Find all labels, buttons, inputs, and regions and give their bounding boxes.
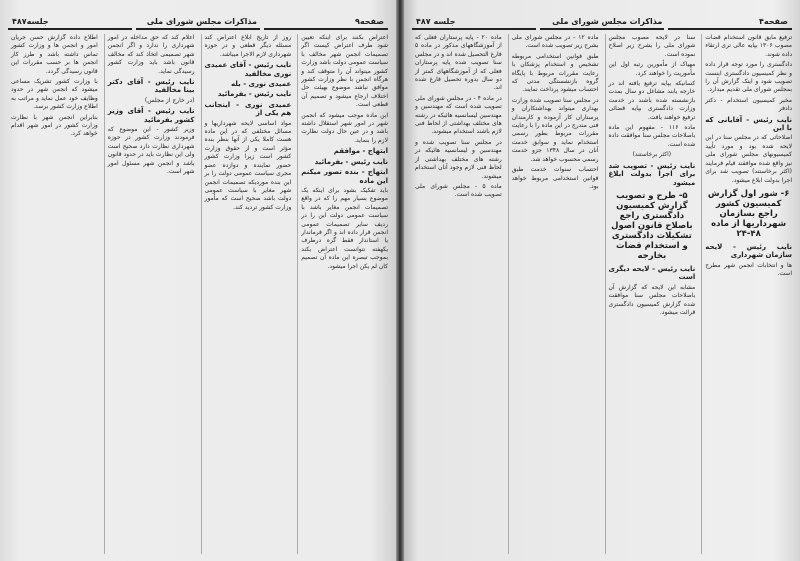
- text-column: [8, 34, 98, 554]
- paragraph: وزیر کشور - این موضوع که فرمودند وزارت کشور در حوزه شهرداری نظارت دارد صحیح است ولی این نظارت باید در حدود قانون باشد و انجمن شهر مسئول امور شهر است.: [107, 126, 195, 176]
- text-column: [104, 34, 195, 554]
- paragraph: احتساب سنوات خدمت طبق قوانین استخدامی مربوط خواهد بود.: [511, 166, 599, 190]
- page-gutter: [396, 0, 404, 561]
- paragraph: (در خارج از مجلس): [144, 96, 195, 104]
- speaker-line: نایب رئیس - آقای دکتر بینا مخالفید: [107, 78, 195, 95]
- paragraph: کسانیکه بپایه ترفیع یافته اند در خارجه یابند مشاغل دو سال بمدت بازنشسته شده باشند در خدمت وزارت دادگستری بپایه قضائی ترفیع خواهند یافت.: [608, 80, 696, 121]
- speaker-line: عمیدی نوری - اینجانب هم یکی از: [204, 100, 292, 118]
- page-header: [8, 6, 388, 26]
- paragraph: روز از تاریخ ابلاغ اعتراض کند مسئله دیگر قطعی و در حوزه شهرداری لازم الاجرا میباشد.: [204, 34, 292, 58]
- header-rule: [412, 28, 792, 30]
- paragraph: ها و انتخابات انجمن شهر مطرح است.: [705, 261, 792, 278]
- page-number: صفحه۹: [355, 17, 384, 26]
- speaker-line: نایب رئیس - تصویب شد برای اجرا بدولت ابلاغ میشود: [608, 161, 696, 187]
- text-column: [605, 34, 696, 554]
- speaker-line: عمیدی نوری - بله: [231, 80, 292, 89]
- text-column: [201, 34, 292, 554]
- page-header: [412, 6, 792, 26]
- paragraph: اصلاحاتی که در مجلس سنا در این لایحه شده بود و مورد تأیید کمیسیونهای مجلس شورای ملی نیز واقع شده موافقند قیام فرمایند (اکثر برخاستند) تصویب شد برای اجرا بدولت ابلاغ میشود.: [705, 134, 792, 184]
- paragraph: مخبر کمیسیون استخدام - دکتر دادفر: [705, 96, 792, 113]
- paragraph: اطلاع داده گزارش حسن جریان امور و انجمن ها و وزارت کشور تماس داشته باشد و طرز کار انجمن ها بر حسب مقررات این قانون رسیدگی گردد.: [11, 34, 98, 75]
- speaker-line: نایب رئیس - آقای عمیدی نوری مخالفید: [204, 61, 292, 78]
- speaker-line: نایب رئیس - لایحه دیگری است: [608, 264, 696, 282]
- paragraph: مهیاک از مأمورین رتبه اول این مأموریت را خواهند کرد.: [608, 61, 696, 77]
- paragraph: ماده ۱۲ - در مجلس شورای ملی بشرح زیر تصویب شده است.: [511, 34, 599, 50]
- paragraph: اعلام کند که حق مداخله در امور شهرداری را ندارد و اگر انجمن شهر تصمیمی اتخاذ کند که مخالف قانون باشد باید وزارت کشور رسیدگی نماید.: [107, 34, 195, 75]
- speaker-line: ابتهاج - بنده تصور میکنم این ماده: [301, 168, 388, 185]
- paragraph: (اکثر برخاستند): [632, 151, 672, 159]
- speaker-line: نایب رئیس - لایحه سازمان شهرداری: [705, 242, 792, 260]
- publication-title: مذاکرات مجلس شورای ملی: [146, 17, 257, 26]
- paragraph: ماده ۱۱۶ - مفهوم این ماده باصلاحات مجلس سنا موافقت داده شده است.: [608, 124, 696, 148]
- header-rule: [8, 28, 388, 30]
- speaker-line: نایب رئیس - آقایانی که با این: [705, 115, 792, 133]
- paragraph: ترفیع مایق قانون استخدام قضات مصوب ۱۳۰۶ بپایه عالی تری ارتقاء داده شوند.: [705, 34, 792, 58]
- paragraph: مواد اساسی لایحه شهرداریها و مسائل مختلفی که در این ماده هست کاملا یکی از آنها بنظر بنده مؤثر است و از حقوق وزارت کشور است زیرا وزارت کشور حضور نماینده و دوازده عضو مجری سیاست عمومی دولت را بر این بنده موردیکه تصمیمات انجمن شهر مغایر با سیاست عمومی دولت باشد صحیح است که مأمور وزارت کشور تردید کند.: [204, 119, 292, 211]
- text-column: [412, 34, 502, 554]
- page-number: صفحه۴: [759, 17, 788, 26]
- text-columns: [8, 34, 388, 554]
- section-heading: ۵- طرح و تصویب گزارش کمیسیون دادگستری راجع باصلاح قانون اصول تشکیلات دادگستری و استخدام قضات بخارجه: [611, 190, 693, 261]
- paragraph: ماده ۲۰ - پایه پرستاران فعلی که از آموزشگاههای مذکور در ماده ۵ فارغ التحصیل شده اند و در مجلس سنا تصویب شده پایه پرستاران فعلی که از آموزشگاههای کمتر از دو سال بدوره تحصیل فارغ شده اند.: [415, 34, 502, 92]
- paragraph: طبق قوانین استخدامی مربوطه تشخیص و استخدام پزشکان با رعایت مقررات مربوط با پایگاه گروه بازنشستگی مدتی که احتساب میشود پرداخت نمایند.: [511, 52, 599, 94]
- section-heading: ۶- شور اول گزارش کمیسیون کشور راجع بسازمان شهرداریها از ماده ۴۸-۲۴: [707, 188, 790, 239]
- right-page: [404, 0, 800, 561]
- paragraph: ماده ۵ - مجلس شورای ملی تصویب شده است.: [415, 182, 502, 199]
- text-column: [297, 34, 388, 554]
- paragraph: بنابراین انجمن شهر با نظارت وزارت کشور در امور شهر اقدام خواهد کرد.: [11, 113, 98, 138]
- paragraph: باید تفکیک بشود برای اینکه یک موضوع بسیار مهم را که در واقع تصمیمات انجمن مغایر باشد با سیاست عمومی دولت این را در ردیف سایر تصمیمات عمومی انجمن قرار داده اند و اگر فرماندار یا استاندار فقط گره درطرف یکهفته نتوانست اعتراض بکند بموجب تبصره این ماده آن تصمیم کان لم یکن اجرا میشود.: [301, 186, 388, 270]
- paragraph: مشابه این لایحه که گزارش آن باصلاحات مجلس سنا موافقت شده گزارش کمیسیون دادگستری قرائت میشود.: [608, 283, 696, 316]
- publication-title: مذاکرات مجلس شورای ملی: [552, 17, 663, 26]
- session-number: جلسه۴۸۷: [12, 17, 49, 26]
- paragraph: اعتراض بکنند برای اینکه تعیین شود طرف اعتراض کیست اگر تصمیمات انجمن شهر مخالف با سیاست عمومی دولت باشد وزارت کشور میتواند آن را متوقف کند و هرگاه انجمن با نظر وزارت کشور موافق نباشد موضوع بهیئت حل اختلاف ارجاع میشود و تصمیم آن قطعی است.: [301, 34, 388, 109]
- paragraph: این ماده موجب میشود که انجمن شهر در امور شهر استقلال داشته باشد و در عین حال دولت نظارت لازم را بنماید.: [301, 111, 388, 144]
- speaker-line: نایب رئیس - بفرمائید: [217, 90, 292, 99]
- session-number: جلسه ۴۸۷: [416, 17, 456, 26]
- paragraph: در مجلس سنا تصویب شده وزارت بهداری میتواند بهداشتکاران و پرستاران کار آزموده و کارمندان فنی مندرج در این ماده را با رعایت مقررات مربوط بطور رسمی استخدام نماید و سوابق خدمت آنان در سال ۱۳۴۸ جزو خدمت رسمی محسوب خواهد شد.: [511, 96, 599, 163]
- paragraph: در ماده ۴ - در مجلس شورای ملی تصویب شده است که مهندسین و مهندسین لیسانسیه هائیکه در رشته های مختلف بهداشتی از لحاظ فنی لازم باشند استخدام میشوند.: [415, 94, 502, 136]
- paragraph: سنا در لایحه مصوب مجلس شورای ملی را بشرح زیر اصلاح نموده است.: [608, 34, 696, 58]
- paragraph: دادگستری را مورد توجه قرار داده و نظر کمیسیون دادگستری اینست تصویب شود و اینک گزارش آن را بمجلس شورای ملی تقدیم میدارد.: [705, 61, 792, 94]
- speaker-line: نایب رئیس - بفرمائید: [314, 157, 388, 166]
- speaker-line: ابتهاج - موافقم: [333, 147, 388, 156]
- text-column: [508, 34, 599, 554]
- text-columns: [412, 34, 792, 554]
- paragraph: با وزارت کشور تشریک مساعی میشود که انجمن شهر در حدود وظایف خود عمل نماید و مراتب به اطلاع وزارت کشور برسد.: [11, 78, 98, 111]
- paragraph: در مجلس سنا تصویب شده و مهندسین و لیسانسیه هائیکه در رشته های مختلف بهداشتی از لحاظ فنی لازم وجود آنان استخدام میشوند.: [415, 138, 502, 180]
- left-page: [0, 0, 396, 561]
- speaker-line: نایب رئیس - آقای وزیر کشور بفرمائید: [107, 107, 195, 124]
- text-column: [701, 34, 792, 554]
